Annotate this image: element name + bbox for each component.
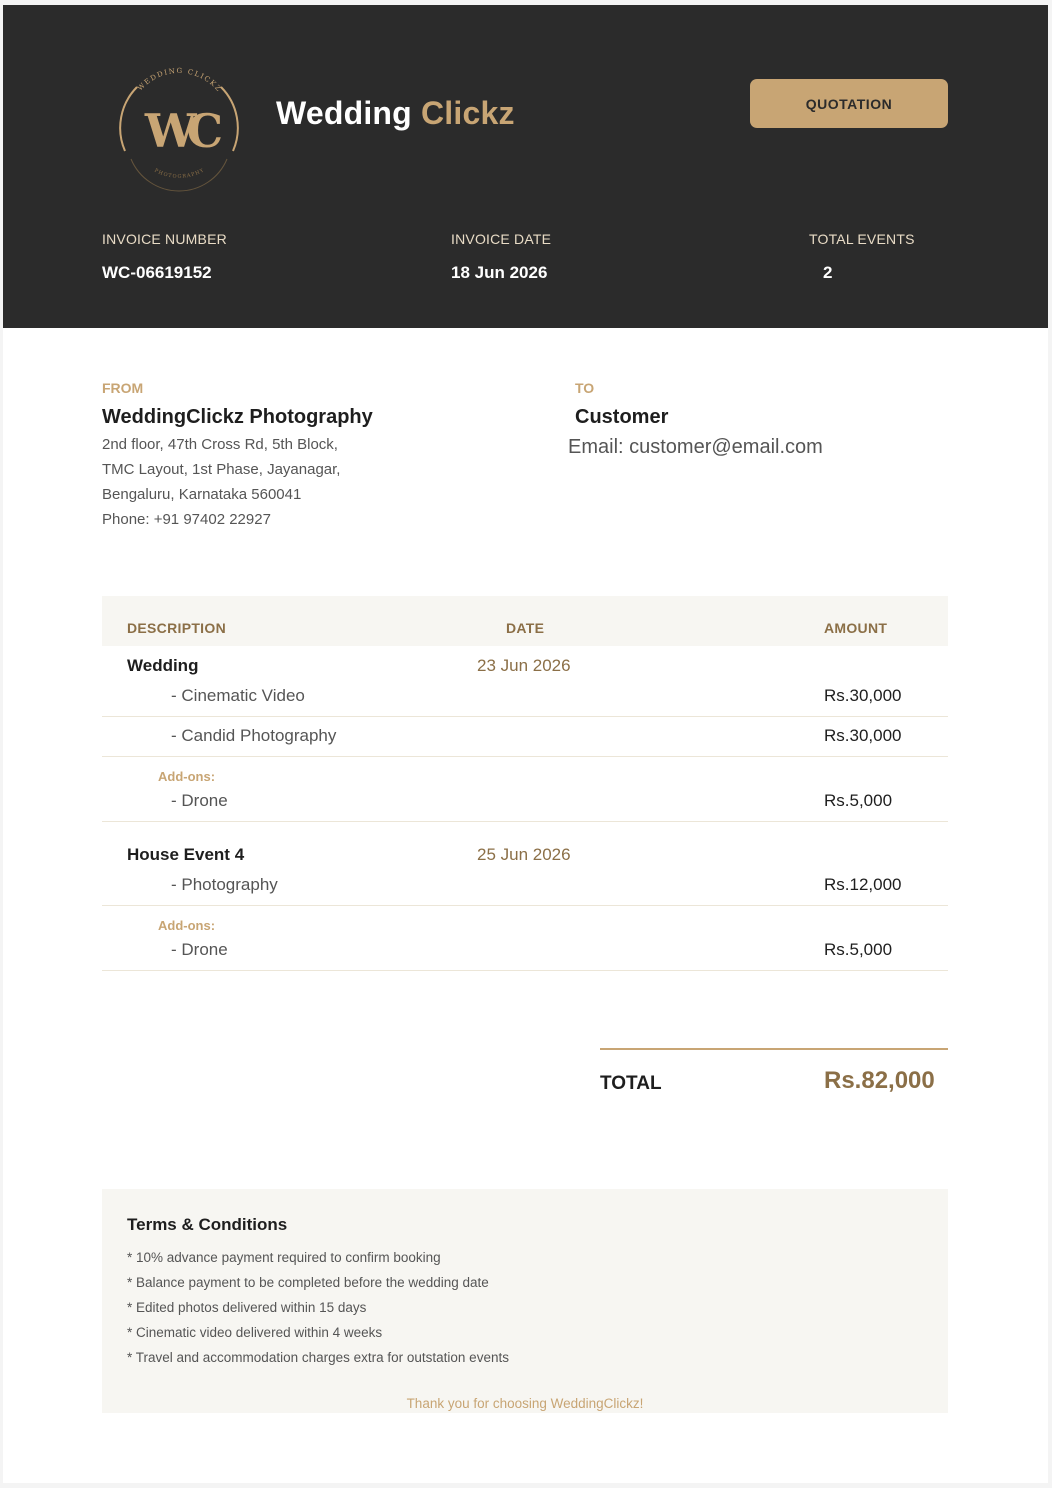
brand-name xyxy=(276,95,515,132)
svg-text:WEDDING CLICKZ: WEDDING CLICKZ xyxy=(136,66,224,94)
row-divider xyxy=(102,756,948,757)
terms-item: * Balance payment to be completed before the wedding date xyxy=(127,1275,489,1290)
col-date: DATE xyxy=(506,620,545,636)
terms-panel xyxy=(102,1189,948,1413)
from-address xyxy=(102,432,340,532)
terms-title: Terms & Conditions xyxy=(127,1215,288,1234)
terms-item: * Cinematic video delivered within 4 weeks xyxy=(127,1325,383,1340)
address-line: Bengaluru, Karnataka 560041 xyxy=(102,486,302,503)
row-divider xyxy=(102,821,948,822)
line-item: - Photography xyxy=(171,875,278,894)
address-line: TMC Layout, 1st Phase, Jayanagar, xyxy=(102,461,341,478)
invoice-date-label: INVOICE DATE xyxy=(451,231,552,247)
total-label: TOTAL xyxy=(600,1073,662,1094)
line-amount: Rs.30,000 xyxy=(824,686,902,705)
addon-item: - Drone xyxy=(171,791,228,810)
address-line: 2nd floor, 47th Cross Rd, 5th Block, xyxy=(102,436,338,453)
total-events-label: TOTAL EVENTS xyxy=(809,231,915,247)
line-amount: Rs.30,000 xyxy=(824,726,902,745)
line-amount: Rs.12,000 xyxy=(824,875,902,894)
line-item: - Candid Photography xyxy=(171,726,337,745)
header-band xyxy=(3,5,1048,328)
quotation-badge: QUOTATION xyxy=(750,79,948,128)
addon-item: - Drone xyxy=(171,940,228,959)
invoice-date: 18 Jun 2026 xyxy=(451,263,548,282)
addons-label: Add-ons: xyxy=(158,769,216,784)
event-name: Wedding xyxy=(127,656,199,675)
addons-label: Add-ons: xyxy=(158,918,216,933)
invoice-number: WC-06619152 xyxy=(102,263,212,282)
quotation-page xyxy=(3,5,1048,1483)
terms-item: * Travel and accommodation charges extra for outstation events xyxy=(127,1350,509,1365)
to-email: Email: customer@email.com xyxy=(568,436,823,458)
total-events: 2 xyxy=(823,263,833,282)
thank-you-note: Thank you for choosing WeddingClickz! xyxy=(406,1396,644,1411)
total-divider xyxy=(600,1048,948,1050)
col-description: DESCRIPTION xyxy=(127,620,226,636)
row-divider xyxy=(102,905,948,906)
terms-item: * Edited photos delivered within 15 days xyxy=(127,1300,367,1315)
phone-line: Phone: +91 97402 22927 xyxy=(102,511,271,528)
terms-item: * 10% advance payment required to confirm booking xyxy=(127,1250,441,1265)
to-label: TO xyxy=(575,380,595,396)
from-name: WeddingClickz Photography xyxy=(102,406,373,428)
addon-amount: Rs.5,000 xyxy=(824,791,893,810)
from-label: FROM xyxy=(102,380,144,396)
svg-text:WC: WC xyxy=(144,104,214,158)
row-divider xyxy=(102,716,948,717)
to-name: Customer xyxy=(575,406,669,428)
line-item: - Cinematic Video xyxy=(171,686,305,705)
invoice-number-label: INVOICE NUMBER xyxy=(102,231,227,247)
addon-amount: Rs.5,000 xyxy=(824,940,893,959)
total-value: Rs.82,000 xyxy=(824,1067,935,1094)
event-date: 25 Jun 2026 xyxy=(477,845,571,864)
terms-list xyxy=(127,1245,509,1370)
row-divider xyxy=(102,970,948,971)
event-date: 23 Jun 2026 xyxy=(477,656,571,675)
col-amount: AMOUNT xyxy=(824,620,888,636)
event-name: House Event 4 xyxy=(127,845,245,864)
brand-name-part2: Clickz xyxy=(421,95,515,131)
brand-logo xyxy=(107,63,251,197)
brand-name-part1: Wedding xyxy=(276,95,412,131)
svg-text:PHOTOGRAPHY: PHOTOGRAPHY xyxy=(153,167,206,180)
